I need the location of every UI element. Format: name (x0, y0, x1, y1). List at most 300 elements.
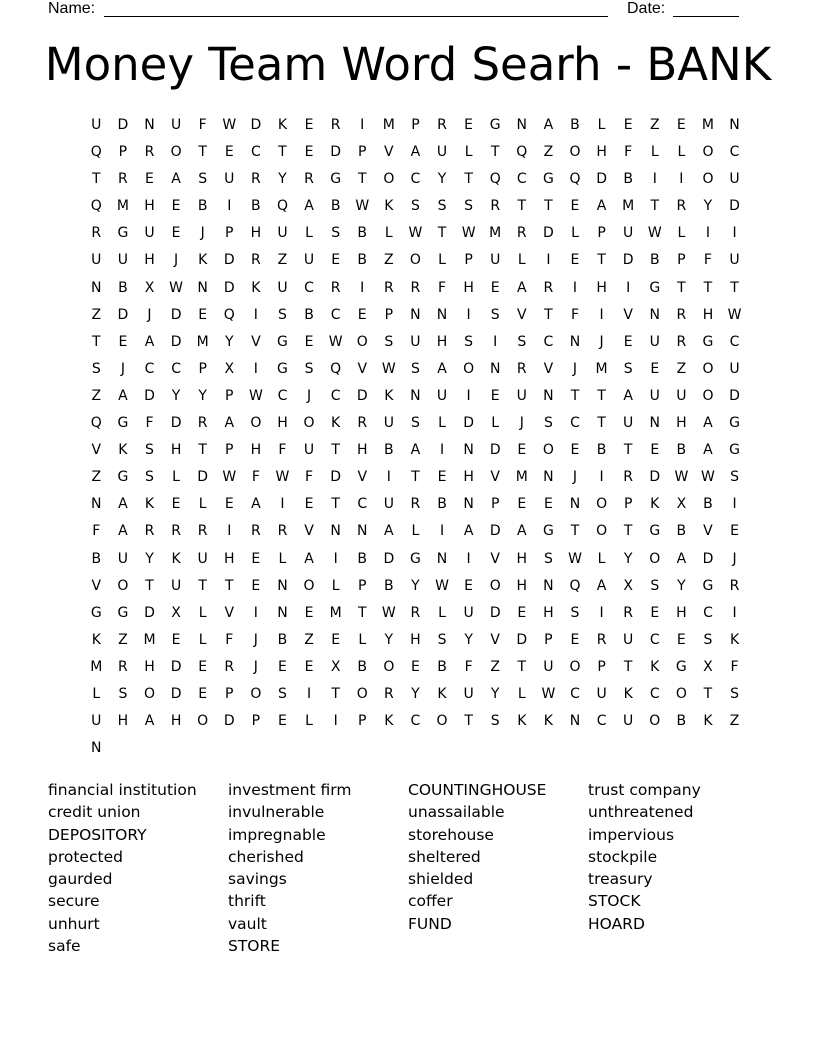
grid-letter[interactable]: T (145, 577, 154, 594)
grid-letter[interactable]: Z (543, 144, 554, 161)
grid-letter[interactable]: N (410, 387, 421, 404)
grid-letter[interactable]: A (384, 523, 394, 540)
grid-letter[interactable]: O (489, 577, 501, 594)
grid-letter[interactable]: D (223, 279, 235, 296)
grid-letter[interactable]: H (144, 198, 155, 215)
grid-letter[interactable]: G (729, 442, 740, 459)
grid-letter[interactable]: P (225, 442, 234, 459)
grid-letter[interactable]: D (649, 469, 661, 486)
grid-letter[interactable]: T (357, 604, 367, 621)
grid-letter[interactable]: N (489, 360, 501, 377)
grid-letter[interactable]: T (331, 685, 340, 702)
grid-letter[interactable]: D (117, 306, 129, 323)
grid-letter[interactable]: I (227, 523, 232, 540)
grid-letter[interactable]: U (410, 333, 421, 350)
grid-letter[interactable]: H (436, 333, 448, 350)
grid-letter[interactable]: U (596, 685, 607, 702)
grid-letter[interactable]: E (490, 279, 500, 296)
grid-letter[interactable]: T (703, 279, 713, 296)
grid-letter[interactable]: O (197, 713, 209, 730)
grid-letter[interactable]: B (437, 496, 447, 513)
grid-letter[interactable]: L (92, 685, 101, 702)
grid-letter[interactable]: L (358, 631, 367, 648)
grid-letter[interactable]: K (650, 658, 660, 675)
grid-letter[interactable]: H (596, 279, 607, 296)
grid-letter[interactable]: J (147, 306, 152, 323)
grid-letter[interactable]: B (330, 198, 341, 215)
grid-letter[interactable]: N (569, 713, 581, 730)
grid-letter[interactable]: K (437, 685, 447, 702)
grid-letter[interactable]: F (624, 144, 633, 161)
grid-letter[interactable]: O (383, 658, 395, 675)
grid-letter[interactable]: W (248, 387, 263, 404)
grid-letter[interactable]: I (360, 279, 365, 296)
grid-letter[interactable]: J (200, 225, 205, 242)
grid-letter[interactable]: T (677, 279, 686, 296)
grid-letter[interactable]: K (331, 415, 341, 432)
grid-letter[interactable]: C (304, 279, 314, 296)
grid-letter[interactable]: L (597, 550, 606, 567)
grid-letter[interactable]: T (92, 333, 101, 350)
grid-letter[interactable]: N (197, 279, 208, 296)
grid-letter[interactable]: L (278, 550, 287, 567)
grid-letter[interactable]: F (437, 279, 447, 296)
grid-letter[interactable]: O (702, 360, 714, 377)
grid-letter[interactable]: O (569, 144, 581, 161)
grid-letter[interactable]: E (118, 333, 128, 350)
grid-letter[interactable]: H (516, 550, 528, 567)
grid-letter[interactable]: D (489, 604, 501, 621)
grid-letter[interactable]: A (517, 279, 527, 296)
grid-letter[interactable]: V (357, 469, 368, 486)
grid-letter[interactable]: R (729, 577, 740, 594)
grid-letter[interactable]: Q (276, 198, 288, 215)
grid-letter[interactable]: U (463, 604, 474, 621)
grid-letter[interactable]: R (330, 117, 341, 133)
grid-letter[interactable]: J (253, 658, 258, 675)
grid-letter[interactable]: I (732, 496, 737, 513)
grid-letter[interactable]: A (304, 198, 314, 215)
grid-letter[interactable]: Y (384, 631, 394, 648)
grid-letter[interactable]: G (675, 658, 687, 675)
grid-letter[interactable]: W (222, 469, 237, 486)
grid-letter[interactable]: T (623, 523, 633, 540)
grid-letter[interactable]: X (330, 658, 341, 675)
grid-letter[interactable]: E (570, 442, 580, 459)
grid-letter[interactable]: F (703, 252, 712, 269)
grid-letter[interactable]: H (596, 144, 607, 161)
grid-letter[interactable]: W (727, 306, 742, 323)
grid-letter[interactable]: I (253, 306, 258, 323)
grid-letter[interactable]: B (304, 306, 314, 323)
grid-letter[interactable]: Y (623, 550, 633, 567)
grid-letter[interactable]: C (357, 496, 368, 513)
grid-letter[interactable]: O (303, 415, 315, 432)
grid-letter[interactable]: T (517, 198, 527, 215)
grid-letter[interactable]: E (357, 306, 367, 323)
date-field[interactable] (673, 16, 739, 17)
grid-letter[interactable]: B (91, 550, 102, 567)
grid-letter[interactable]: R (197, 415, 208, 432)
grid-letter[interactable]: H (463, 469, 474, 486)
grid-letter[interactable]: F (145, 415, 154, 432)
grid-letter[interactable]: E (570, 198, 580, 215)
grid-letter[interactable]: E (676, 631, 686, 648)
grid-letter[interactable]: T (597, 387, 606, 404)
grid-letter[interactable]: Q (569, 577, 581, 594)
grid-letter[interactable]: M (489, 225, 502, 242)
grid-letter[interactable]: D (223, 252, 235, 269)
grid-letter[interactable]: K (729, 631, 740, 648)
grid-letter[interactable]: U (463, 685, 474, 702)
grid-letter[interactable]: C (649, 631, 660, 648)
grid-letter[interactable]: Q (330, 360, 342, 377)
grid-letter[interactable]: K (703, 713, 713, 730)
grid-letter[interactable]: G (409, 550, 421, 567)
grid-letter[interactable]: S (517, 333, 527, 350)
grid-letter[interactable]: Z (304, 631, 314, 648)
grid-letter[interactable]: E (517, 442, 527, 459)
grid-letter[interactable]: T (224, 577, 234, 594)
grid-letter[interactable]: V (490, 469, 500, 486)
grid-letter[interactable]: R (144, 144, 155, 161)
grid-letter[interactable]: S (490, 713, 500, 730)
grid-letter[interactable]: V (91, 442, 102, 459)
grid-letter[interactable]: I (679, 171, 684, 188)
grid-letter[interactable]: B (623, 171, 633, 188)
grid-letter[interactable]: Q (90, 415, 102, 432)
grid-letter[interactable]: L (172, 469, 180, 486)
grid-letter[interactable]: K (623, 685, 633, 702)
grid-letter[interactable]: S (490, 306, 500, 323)
grid-letter[interactable]: F (305, 469, 314, 486)
grid-letter[interactable]: E (650, 442, 660, 459)
grid-letter[interactable]: U (436, 144, 448, 161)
grid-letter[interactable]: O (409, 252, 421, 269)
grid-letter[interactable]: V (251, 333, 261, 350)
grid-letter[interactable]: Z (676, 360, 687, 377)
grid-letter[interactable]: O (170, 144, 182, 161)
grid-letter[interactable]: D (543, 225, 554, 242)
grid-letter[interactable]: R (118, 658, 128, 675)
grid-letter[interactable]: B (676, 713, 687, 730)
grid-letter[interactable]: S (410, 360, 420, 377)
grid-letter[interactable]: A (144, 333, 155, 350)
grid-letter[interactable]: G (702, 333, 714, 350)
grid-letter[interactable]: E (331, 252, 341, 269)
grid-letter[interactable]: T (730, 279, 739, 296)
grid-letter[interactable]: N (569, 496, 581, 513)
grid-letter[interactable]: K (118, 442, 128, 459)
grid-letter[interactable]: W (222, 117, 237, 133)
grid-letter[interactable]: E (171, 631, 181, 648)
grid-letter[interactable]: H (144, 658, 155, 675)
grid-letter[interactable]: T (357, 171, 367, 188)
grid-letter[interactable]: F (278, 442, 287, 459)
grid-letter[interactable]: E (251, 550, 261, 567)
grid-letter[interactable]: Y (145, 550, 154, 567)
grid-letter[interactable]: U (649, 333, 660, 350)
grid-letter[interactable]: Q (489, 171, 501, 188)
grid-letter[interactable]: I (386, 469, 391, 486)
grid-letter[interactable]: E (198, 658, 208, 675)
grid-letter[interactable]: A (623, 387, 633, 404)
grid-letter[interactable]: E (304, 496, 314, 513)
grid-letter[interactable]: C (330, 306, 341, 323)
grid-letter[interactable]: A (171, 171, 181, 188)
grid-letter[interactable]: T (464, 171, 473, 188)
grid-letter[interactable]: C (649, 685, 660, 702)
grid-letter[interactable]: M (382, 117, 395, 133)
grid-letter[interactable]: B (676, 442, 687, 459)
grid-letter[interactable]: X (703, 658, 713, 675)
grid-letter[interactable]: S (145, 469, 154, 486)
grid-letter[interactable]: M (116, 198, 129, 215)
grid-letter[interactable]: N (91, 740, 102, 757)
grid-letter[interactable]: J (572, 360, 578, 377)
grid-letter[interactable]: T (623, 442, 633, 459)
grid-letter[interactable]: I (572, 279, 578, 296)
grid-letter[interactable]: D (170, 658, 182, 675)
grid-letter[interactable]: V (490, 550, 500, 567)
grid-letter[interactable]: I (306, 685, 312, 702)
grid-letter[interactable]: N (729, 117, 740, 133)
grid-letter[interactable]: U (303, 252, 315, 269)
grid-letter[interactable]: F (225, 631, 234, 648)
grid-letter[interactable]: M (595, 360, 608, 377)
grid-letter[interactable]: Y (437, 171, 447, 188)
grid-letter[interactable]: P (358, 713, 367, 730)
grid-letter[interactable]: F (198, 117, 207, 133)
grid-letter[interactable]: R (543, 279, 554, 296)
grid-letter[interactable]: C (729, 144, 740, 161)
grid-letter[interactable]: I (599, 469, 604, 486)
grid-letter[interactable]: I (360, 117, 365, 133)
grid-letter[interactable]: O (569, 658, 581, 675)
grid-letter[interactable]: I (253, 604, 258, 621)
grid-letter[interactable]: C (570, 415, 580, 432)
grid-letter[interactable]: Q (569, 171, 581, 188)
grid-letter[interactable]: O (702, 387, 714, 404)
grid-letter[interactable]: Y (171, 387, 181, 404)
grid-letter[interactable]: W (169, 279, 183, 296)
grid-letter[interactable]: W (461, 225, 476, 242)
grid-letter[interactable]: U (490, 252, 501, 269)
grid-letter[interactable]: T (198, 577, 207, 594)
grid-letter[interactable]: N (436, 550, 448, 567)
grid-letter[interactable]: Q (90, 144, 102, 161)
grid-letter[interactable]: A (703, 415, 713, 432)
grid-letter[interactable]: U (91, 252, 102, 269)
grid-letter[interactable]: N (516, 117, 528, 133)
grid-letter[interactable]: J (599, 333, 604, 350)
grid-letter[interactable]: S (730, 469, 739, 486)
grid-letter[interactable]: B (357, 252, 368, 269)
grid-letter[interactable]: B (570, 117, 580, 133)
grid-letter[interactable]: I (626, 279, 631, 296)
grid-letter[interactable]: D (250, 117, 262, 133)
grid-letter[interactable]: D (729, 198, 740, 215)
grid-letter[interactable]: I (466, 550, 471, 567)
grid-letter[interactable]: I (652, 171, 657, 188)
grid-letter[interactable]: L (198, 631, 207, 648)
grid-letter[interactable]: A (118, 496, 128, 513)
grid-letter[interactable]: D (516, 631, 528, 648)
grid-letter[interactable]: Y (411, 577, 420, 594)
grid-letter[interactable]: E (278, 713, 287, 730)
grid-letter[interactable]: V (357, 360, 368, 377)
grid-letter[interactable]: E (490, 387, 500, 404)
grid-letter[interactable]: L (491, 415, 500, 432)
grid-letter[interactable]: R (676, 198, 687, 215)
grid-letter[interactable]: A (224, 415, 235, 432)
grid-letter[interactable]: G (277, 360, 288, 377)
grid-letter[interactable]: H (250, 442, 262, 459)
grid-letter[interactable]: M (701, 117, 714, 133)
grid-letter[interactable]: U (383, 496, 394, 513)
grid-letter[interactable]: N (649, 306, 660, 323)
grid-letter[interactable]: T (92, 171, 101, 188)
grid-letter[interactable]: J (572, 469, 578, 486)
grid-letter[interactable]: O (596, 496, 608, 513)
grid-letter[interactable]: I (227, 198, 232, 215)
grid-letter[interactable]: P (358, 577, 367, 594)
grid-letter[interactable]: T (464, 713, 473, 730)
grid-letter[interactable]: E (224, 144, 234, 161)
grid-letter[interactable]: S (145, 442, 154, 459)
grid-letter[interactable]: J (732, 550, 737, 567)
grid-letter[interactable]: D (702, 550, 714, 567)
grid-letter[interactable]: X (224, 360, 235, 377)
grid-letter[interactable]: S (623, 360, 633, 377)
grid-letter[interactable]: C (277, 387, 288, 404)
grid-letter[interactable]: B (251, 198, 261, 215)
grid-letter[interactable]: A (410, 144, 421, 161)
grid-letter[interactable]: E (304, 658, 314, 675)
grid-letter[interactable]: L (517, 685, 526, 702)
grid-letter[interactable]: I (705, 225, 711, 242)
grid-letter[interactable]: H (702, 306, 714, 323)
grid-letter[interactable]: E (171, 198, 181, 215)
grid-letter[interactable]: G (542, 523, 554, 540)
grid-letter[interactable]: F (464, 658, 473, 675)
grid-letter[interactable]: E (304, 117, 314, 133)
grid-letter[interactable]: P (597, 658, 606, 675)
grid-letter[interactable]: P (490, 496, 500, 513)
grid-letter[interactable]: K (171, 550, 181, 567)
grid-letter[interactable]: N (543, 577, 554, 594)
grid-letter[interactable]: S (410, 198, 420, 215)
grid-letter[interactable]: C (570, 685, 580, 702)
grid-letter[interactable]: R (410, 496, 421, 513)
grid-letter[interactable]: L (677, 225, 686, 242)
grid-letter[interactable]: E (251, 577, 261, 594)
grid-letter[interactable]: S (543, 550, 553, 567)
grid-letter[interactable]: N (277, 577, 288, 594)
grid-letter[interactable]: T (331, 496, 340, 513)
grid-letter[interactable]: N (649, 415, 660, 432)
grid-letter[interactable]: P (118, 144, 128, 161)
grid-letter[interactable]: V (517, 306, 527, 323)
grid-letter[interactable]: B (596, 442, 607, 459)
grid-letter[interactable]: O (356, 333, 368, 350)
grid-letter[interactable]: Q (516, 144, 528, 161)
grid-letter[interactable]: A (410, 442, 421, 459)
grid-letter[interactable]: S (570, 604, 580, 621)
grid-letter[interactable]: E (623, 333, 633, 350)
grid-letter[interactable]: O (542, 442, 554, 459)
grid-letter[interactable]: S (437, 198, 447, 215)
grid-letter[interactable]: S (278, 685, 287, 702)
grid-letter[interactable]: C (596, 713, 607, 730)
grid-letter[interactable]: M (622, 198, 635, 215)
grid-letter[interactable]: Z (384, 252, 394, 269)
grid-letter[interactable]: U (144, 225, 155, 242)
grid-letter[interactable]: U (91, 117, 102, 133)
grid-letter[interactable]: E (198, 306, 208, 323)
grid-letter[interactable]: S (464, 333, 474, 350)
grid-letter[interactable]: E (623, 117, 633, 133)
grid-letter[interactable]: H (170, 442, 182, 459)
grid-letter[interactable]: I (280, 496, 285, 513)
grid-letter[interactable]: S (464, 198, 474, 215)
grid-letter[interactable]: P (384, 306, 394, 323)
grid-letter[interactable]: K (384, 198, 394, 215)
grid-letter[interactable]: U (623, 713, 634, 730)
grid-letter[interactable]: B (384, 577, 394, 594)
grid-letter[interactable]: N (356, 523, 368, 540)
grid-letter[interactable]: E (517, 496, 527, 513)
grid-letter[interactable]: D (330, 144, 342, 161)
grid-letter[interactable]: O (117, 577, 129, 594)
grid-letter[interactable]: E (278, 658, 287, 675)
grid-letter[interactable]: P (358, 144, 367, 161)
grid-letter[interactable]: E (543, 496, 553, 513)
grid-letter[interactable]: Q (90, 198, 102, 215)
grid-letter[interactable]: W (647, 225, 662, 242)
grid-letter[interactable]: E (145, 171, 154, 188)
grid-letter[interactable]: S (118, 685, 128, 702)
grid-letter[interactable]: D (170, 306, 182, 323)
grid-letter[interactable]: H (224, 550, 235, 567)
grid-letter[interactable]: N (410, 306, 421, 323)
grid-letter[interactable]: V (224, 604, 235, 621)
grid-letter[interactable]: F (251, 469, 260, 486)
grid-letter[interactable]: L (331, 577, 340, 594)
grid-letter[interactable]: D (144, 604, 155, 621)
grid-letter[interactable]: W (355, 198, 370, 215)
grid-letter[interactable]: D (144, 387, 155, 404)
grid-letter[interactable]: M (90, 658, 103, 675)
grid-letter[interactable]: N (436, 306, 448, 323)
grid-letter[interactable]: C (516, 171, 527, 188)
grid-letter[interactable]: D (117, 117, 129, 133)
grid-letter[interactable]: R (224, 658, 235, 675)
grid-letter[interactable]: Z (91, 469, 102, 486)
grid-letter[interactable]: W (408, 225, 423, 242)
name-field[interactable] (104, 16, 608, 17)
grid-letter[interactable]: C (171, 360, 181, 377)
grid-letter[interactable]: E (437, 469, 447, 486)
grid-letter[interactable]: A (118, 387, 128, 404)
grid-letter[interactable]: G (117, 469, 129, 486)
grid-letter[interactable]: I (439, 523, 445, 540)
grid-letter[interactable]: D (729, 387, 740, 404)
grid-letter[interactable]: O (383, 171, 395, 188)
grid-letter[interactable]: D (356, 387, 368, 404)
grid-letter[interactable]: E (570, 631, 580, 648)
grid-letter[interactable]: A (251, 496, 261, 513)
